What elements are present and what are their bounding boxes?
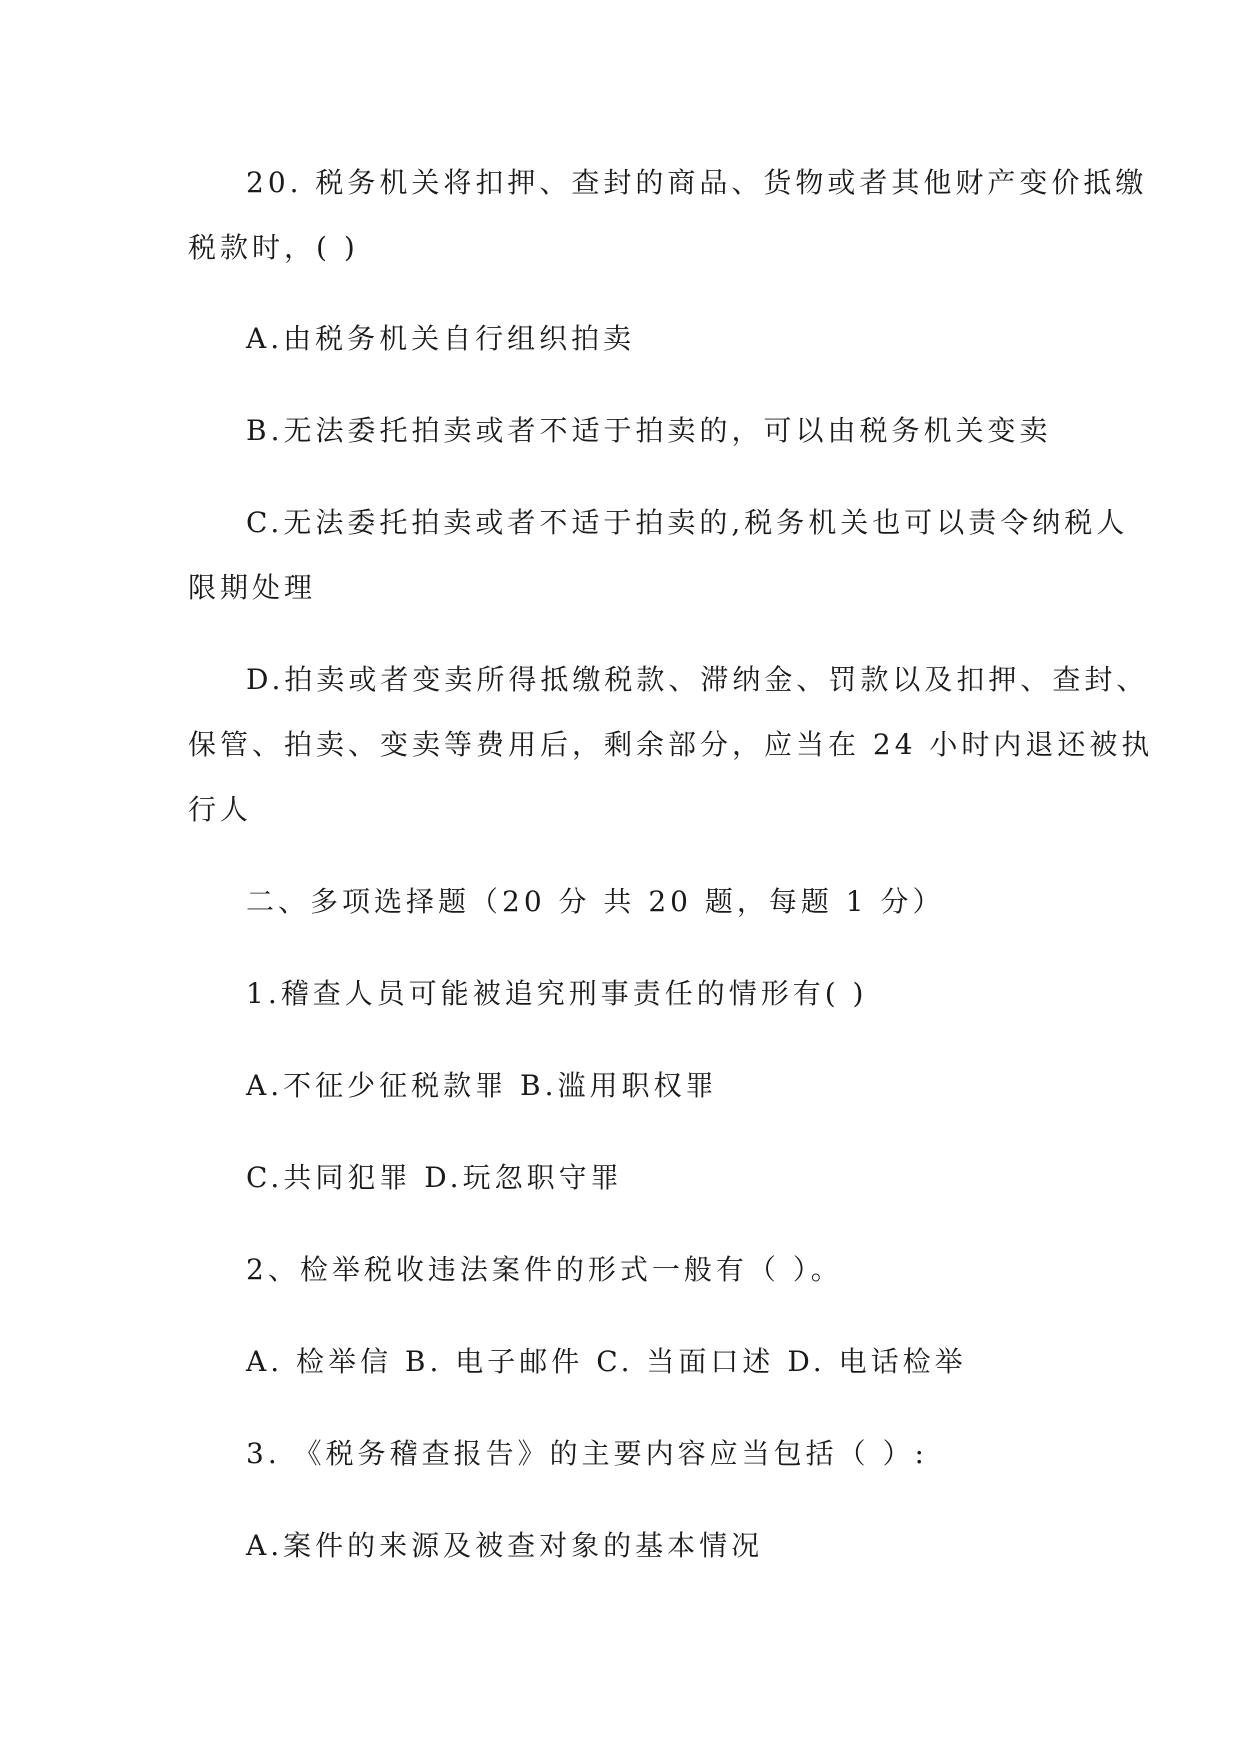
q20-stem-line1: 20. 税务机关将扣押、查封的商品、货物或者其他财产变价抵缴 <box>246 166 1148 199</box>
m3-option-a: A.案件的来源及被查对象的基本情况 <box>246 1529 764 1562</box>
q20-option-b: B.无法委托拍卖或者不适于拍卖的，可以由税务机关变卖 <box>246 414 1052 447</box>
m2-stem: 2、检举税收违法案件的形式一般有（ ）。 <box>246 1253 843 1286</box>
q20-option-d-line2: 保管、拍卖、变卖等费用后，剩余部分，应当在 24 小时内退还被执 <box>188 728 1154 761</box>
m2-options: A. 检举信 B. 电子邮件 C. 当面口述 D. 电话检举 <box>246 1345 967 1378</box>
q20-stem-line2: 税款时，( ) <box>188 231 359 264</box>
section-heading: 二、多项选择题（20 分 共 20 题，每题 1 分） <box>246 885 945 918</box>
m1-options-cd: C.共同犯罪 D.玩忽职守罪 <box>246 1161 623 1194</box>
q20-option-c-line1: C.无法委托拍卖或者不适于拍卖的,税务机关也可以责令纳税人 <box>246 506 1129 539</box>
m1-options-ab: A.不征少征税款罪 B.滥用职权罪 <box>246 1069 718 1102</box>
q20-option-d-line3: 行人 <box>188 793 253 826</box>
q20-option-a: A.由税务机关自行组织拍卖 <box>246 322 636 355</box>
q20-option-d-line1: D.拍卖或者变卖所得抵缴税款、滞纳金、罚款以及扣押、查封、 <box>246 663 1149 696</box>
m1-stem: 1.稽查人员可能被追究刑事责任的情形有( ) <box>246 977 868 1010</box>
m3-stem: 3. 《税务稽查报告》的主要内容应当包括（ ）: <box>246 1437 928 1470</box>
q20-option-c-line2: 限期处理 <box>188 571 317 604</box>
